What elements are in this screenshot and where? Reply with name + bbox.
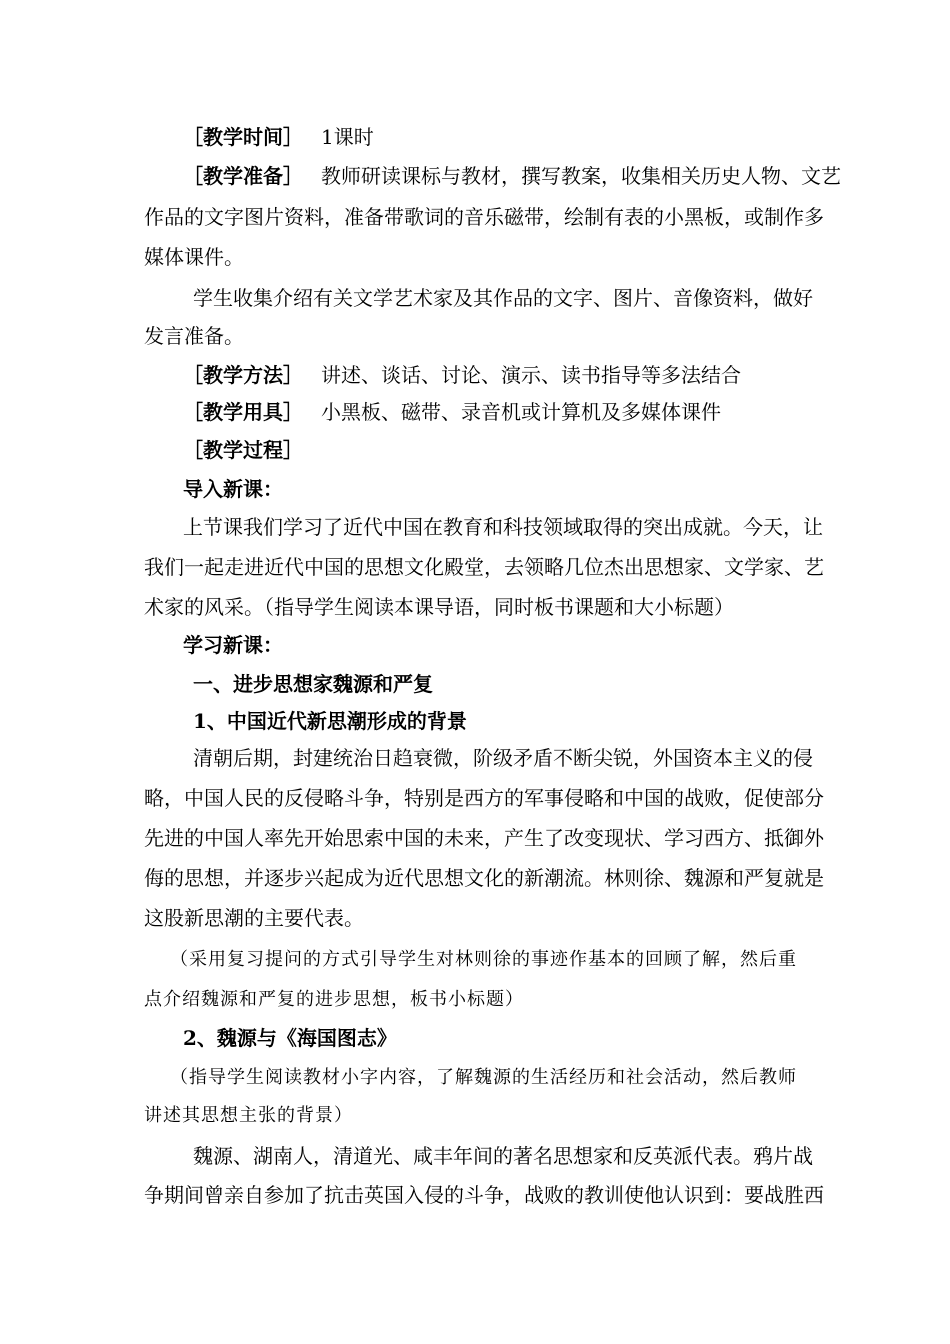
paragraph-line: 先进的中国人率先开始思索中国的未来，产生了改变现状、学习西方、抵御外 bbox=[144, 826, 824, 850]
teaching-prep-line3: 媒体课件。 bbox=[144, 245, 244, 269]
note-line: 讲述其思想主张的背景） bbox=[144, 1105, 353, 1126]
section1-sub2: 2、魏源与《海国图志》 bbox=[183, 1026, 397, 1050]
teaching-time-label: ［教学时间］ bbox=[183, 125, 303, 149]
teaching-prep bbox=[183, 163, 841, 189]
student-prep-line2: 发言准备。 bbox=[144, 324, 244, 348]
note-line: 点介绍魏源和严复的进步思想，板书小标题） bbox=[144, 989, 524, 1010]
paragraph-line: 魏源、湖南人，清道光、咸丰年间的著名思想家和反英派代表。鸦片战 bbox=[193, 1144, 813, 1168]
paragraph-line: 侮的思想，并逐步兴起成为近代思想文化的新潮流。林则徐、魏源和严复就是 bbox=[144, 866, 824, 890]
teaching-time bbox=[183, 124, 374, 150]
section1-sub1: 1、中国近代新思潮形成的背景 bbox=[193, 709, 467, 733]
intro-line1: 上节课我们学习了近代中国在教育和科技领域取得的突出成就。今天，让 bbox=[183, 515, 823, 539]
student-prep-line1: 学生收集介绍有关文学艺术家及其作品的文字、图片、音像资料，做好 bbox=[193, 286, 813, 310]
teaching-prep-line2: 作品的文字图片资料，准备带歌词的音乐磁带，绘制有表的小黑板，或制作多 bbox=[144, 205, 824, 229]
learn-heading: 学习新课： bbox=[183, 633, 283, 657]
teaching-method-value: 讲述、谈话、讨论、演示、读书指导等多法结合 bbox=[321, 363, 741, 387]
paragraph-line: 清朝后期，封建统治日趋衰微，阶级矛盾不断尖锐，外国资本主义的侵 bbox=[193, 746, 813, 770]
teaching-method bbox=[183, 362, 741, 388]
intro-line3: 术家的风采。（指导学生阅读本课导语，同时板书课题和大小标题） bbox=[144, 595, 734, 619]
teaching-process-label: ［教学过程］ bbox=[183, 438, 303, 462]
teaching-prep-label: ［教学准备］ bbox=[183, 164, 303, 188]
paragraph-line: 争期间曾亲自参加了抗击英国入侵的斗争，战败的教训使他认识到：要战胜西 bbox=[144, 1183, 824, 1207]
intro-heading: 导入新课： bbox=[183, 477, 283, 501]
paragraph-line: 这股新思潮的主要代表。 bbox=[144, 906, 364, 930]
teaching-method-label: ［教学方法］ bbox=[183, 363, 303, 387]
teaching-tools-value: 小黑板、磁带、录音机或计算机及多媒体课件 bbox=[321, 400, 721, 424]
teaching-prep-line1: 教师研读课标与教材，撰写教案，收集相关历史人物、文艺 bbox=[321, 164, 841, 188]
teaching-tools-label: ［教学用具］ bbox=[183, 400, 303, 424]
note-line: （采用复习提问的方式引导学生对林则徐的事迹作基本的回顾了解，然后重 bbox=[170, 949, 797, 970]
teaching-tools bbox=[183, 399, 721, 425]
section1-title: 一、进步思想家魏源和严复 bbox=[193, 672, 433, 696]
note-line: （指导学生阅读教材小字内容，了解魏源的生活经历和社会活动，然后教师 bbox=[170, 1067, 797, 1088]
paragraph-line: 略，中国人民的反侵略斗争，特别是西方的军事侵略和中国的战败，促使部分 bbox=[144, 786, 824, 810]
teaching-time-value: 1课时 bbox=[321, 125, 374, 149]
intro-line2: 我们一起走进近代中国的思想文化殿堂，去领略几位杰出思想家、文学家、艺 bbox=[144, 555, 824, 579]
